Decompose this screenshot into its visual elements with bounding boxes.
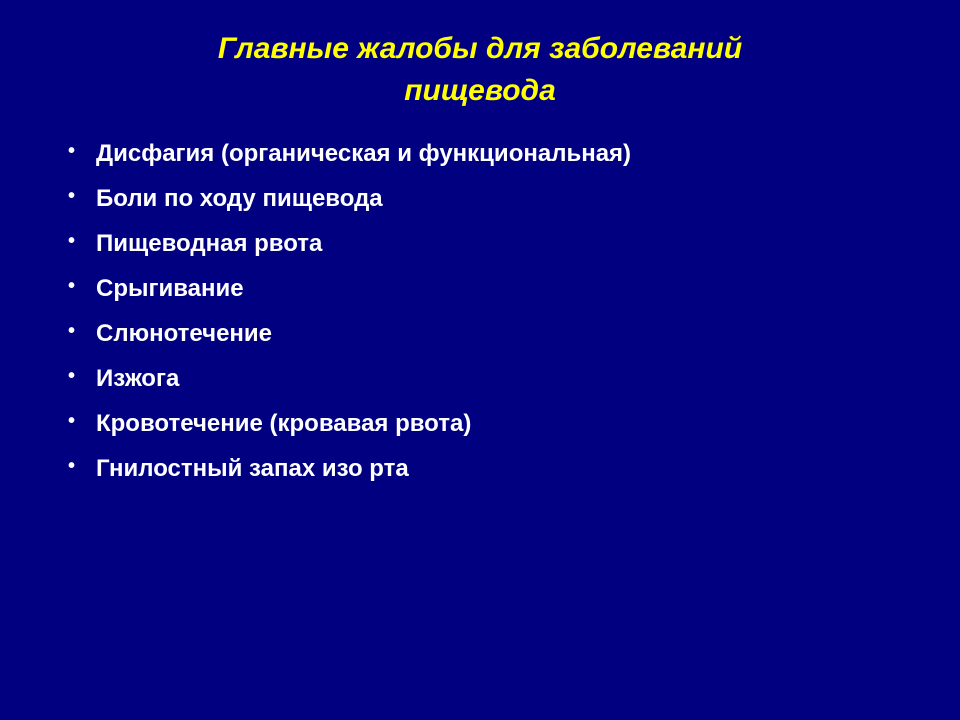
- bullet-icon: •: [68, 455, 76, 477]
- list-item-text: Срыгивание: [96, 275, 244, 302]
- list-item: [60, 451, 631, 496]
- list-item-text: Дисфагия (органическая и функциональная): [96, 140, 632, 167]
- slide-title: [80, 28, 880, 112]
- list-item-text: Кровотечение (кровавая рвота): [96, 410, 472, 437]
- list-item: [60, 406, 631, 451]
- slide-title-line-1: Главные жалобы для заболеваний: [217, 32, 743, 65]
- list-item: [60, 226, 631, 271]
- list-item-text: Изжога: [96, 365, 180, 392]
- list-item: [60, 136, 631, 181]
- bullet-icon: •: [68, 230, 76, 252]
- list-item-text: Гнилостный запах изо рта: [96, 455, 409, 482]
- slide-title-line-2: пищевода: [404, 74, 556, 107]
- bullet-icon: •: [68, 410, 76, 432]
- list-item-text: Слюнотечение: [96, 320, 273, 347]
- complaints-list: [60, 136, 631, 496]
- list-item: [60, 181, 631, 226]
- bullet-icon: •: [68, 320, 76, 342]
- list-item: [60, 271, 631, 316]
- bullet-icon: •: [68, 365, 76, 387]
- list-item-text: Боли по ходу пищевода: [96, 185, 383, 212]
- bullet-icon: •: [68, 185, 76, 207]
- list-item-text: Пищеводная рвота: [96, 230, 323, 257]
- list-item: [60, 361, 631, 406]
- bullet-icon: •: [68, 275, 76, 297]
- list-item: [60, 316, 631, 361]
- bullet-icon: •: [68, 140, 76, 162]
